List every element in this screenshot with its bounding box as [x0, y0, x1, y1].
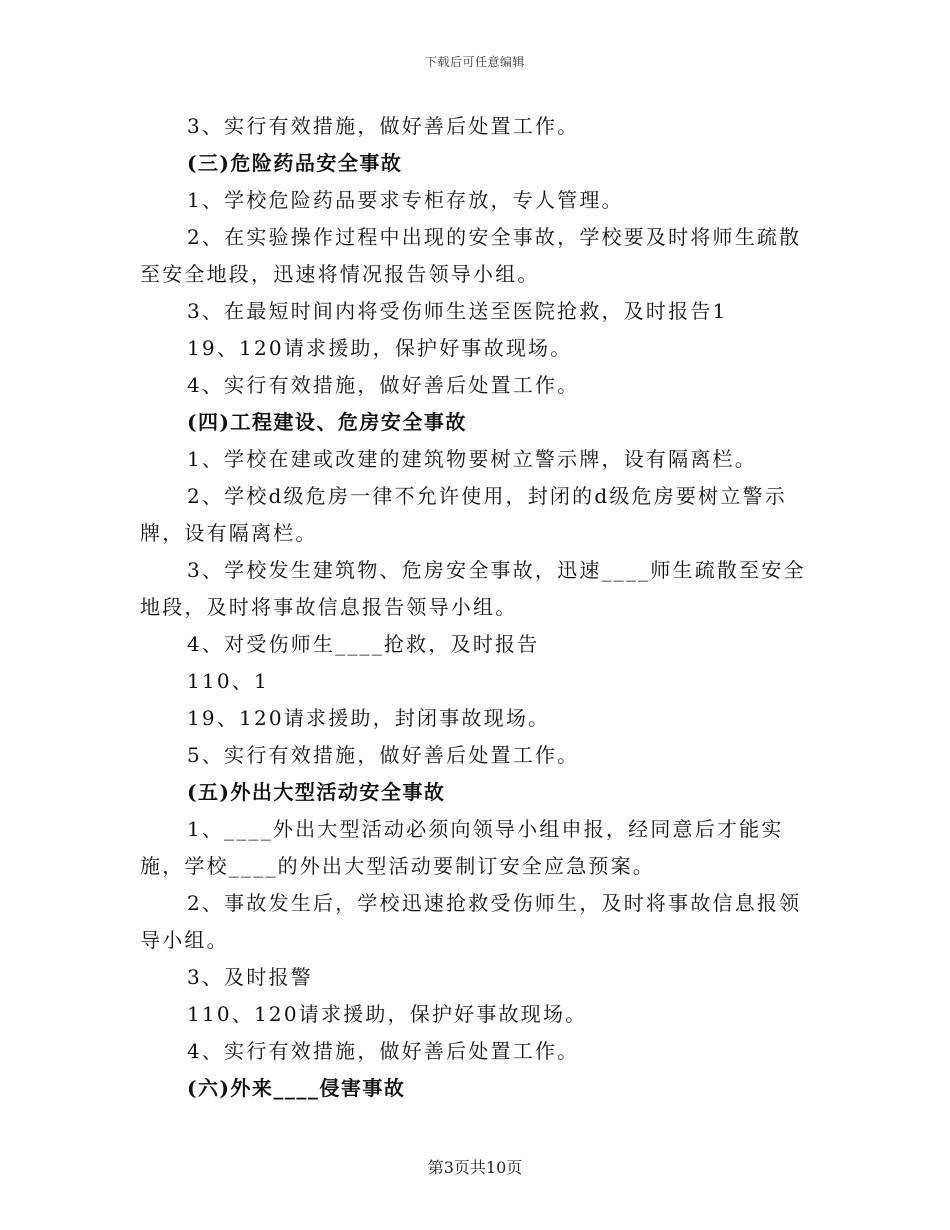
page-header: 下载后可任意编辑 — [424, 55, 525, 69]
paragraph: 3、实行有效措施，做好善后处置工作。 — [187, 114, 580, 138]
paragraph: 5、实行有效措施，做好善后处置工作。 — [187, 743, 580, 767]
section-heading: (三)危险药品安全事故 — [187, 151, 403, 175]
section-heading: (六)外来____侵害事故 — [187, 1076, 406, 1100]
page-number: 第3页共10页 — [427, 1158, 523, 1177]
paragraph: 3、在最短时间内将受伤师生送至医院抢救，及时报告1 — [187, 299, 728, 323]
paragraph: 3、学校发生建筑物、危房安全事故，迅速____师生疏散至安全地段，及时将事故信息报告领导小组。 — [140, 558, 806, 619]
paragraph: 4、对受伤师生____抢救，及时报告 — [187, 632, 540, 656]
paragraph: 110、120请求援助，保护好事故现场。 — [187, 1002, 588, 1026]
paragraph: 110、1 — [187, 669, 269, 693]
paragraph: 4、实行有效措施，做好善后处置工作。 — [187, 373, 580, 397]
section-heading: (四)工程建设、危房安全事故 — [187, 410, 467, 434]
paragraph: 19、120请求援助，封闭事故现场。 — [187, 706, 551, 730]
section-heading: (五)外出大型活动安全事故 — [187, 780, 446, 804]
paragraph: 2、在实验操作过程中出现的安全事故，学校要及时将师生疏散至安全地段，迅速将情况报告领导小组。 — [140, 225, 802, 286]
document-body — [140, 108, 818, 1107]
paragraph: 1、学校危险药品要求专柜存放，专人管理。 — [187, 188, 624, 212]
paragraph: 4、实行有效措施，做好善后处置工作。 — [187, 1039, 580, 1063]
paragraph: 2、事故发生后，学校迅速抢救受伤师生，及时将事故信息报领导小组。 — [140, 891, 802, 952]
paragraph: 1、学校在建或改建的建筑物要树立警示牌，设有隔离栏。 — [187, 447, 757, 471]
paragraph: 1、____外出大型活动必须向领导小组申报，经同意后才能实施，学校____的外出大型活动要制订安全应急预案。 — [140, 817, 784, 878]
paragraph: 19、120请求援助，保护好事故现场。 — [187, 336, 573, 360]
paragraph: 2、学校d级危房一律不允许使用，封闭的d级危房要树立警示牌，设有隔离栏。 — [140, 484, 787, 545]
paragraph: 3、及时报警 — [187, 965, 313, 989]
